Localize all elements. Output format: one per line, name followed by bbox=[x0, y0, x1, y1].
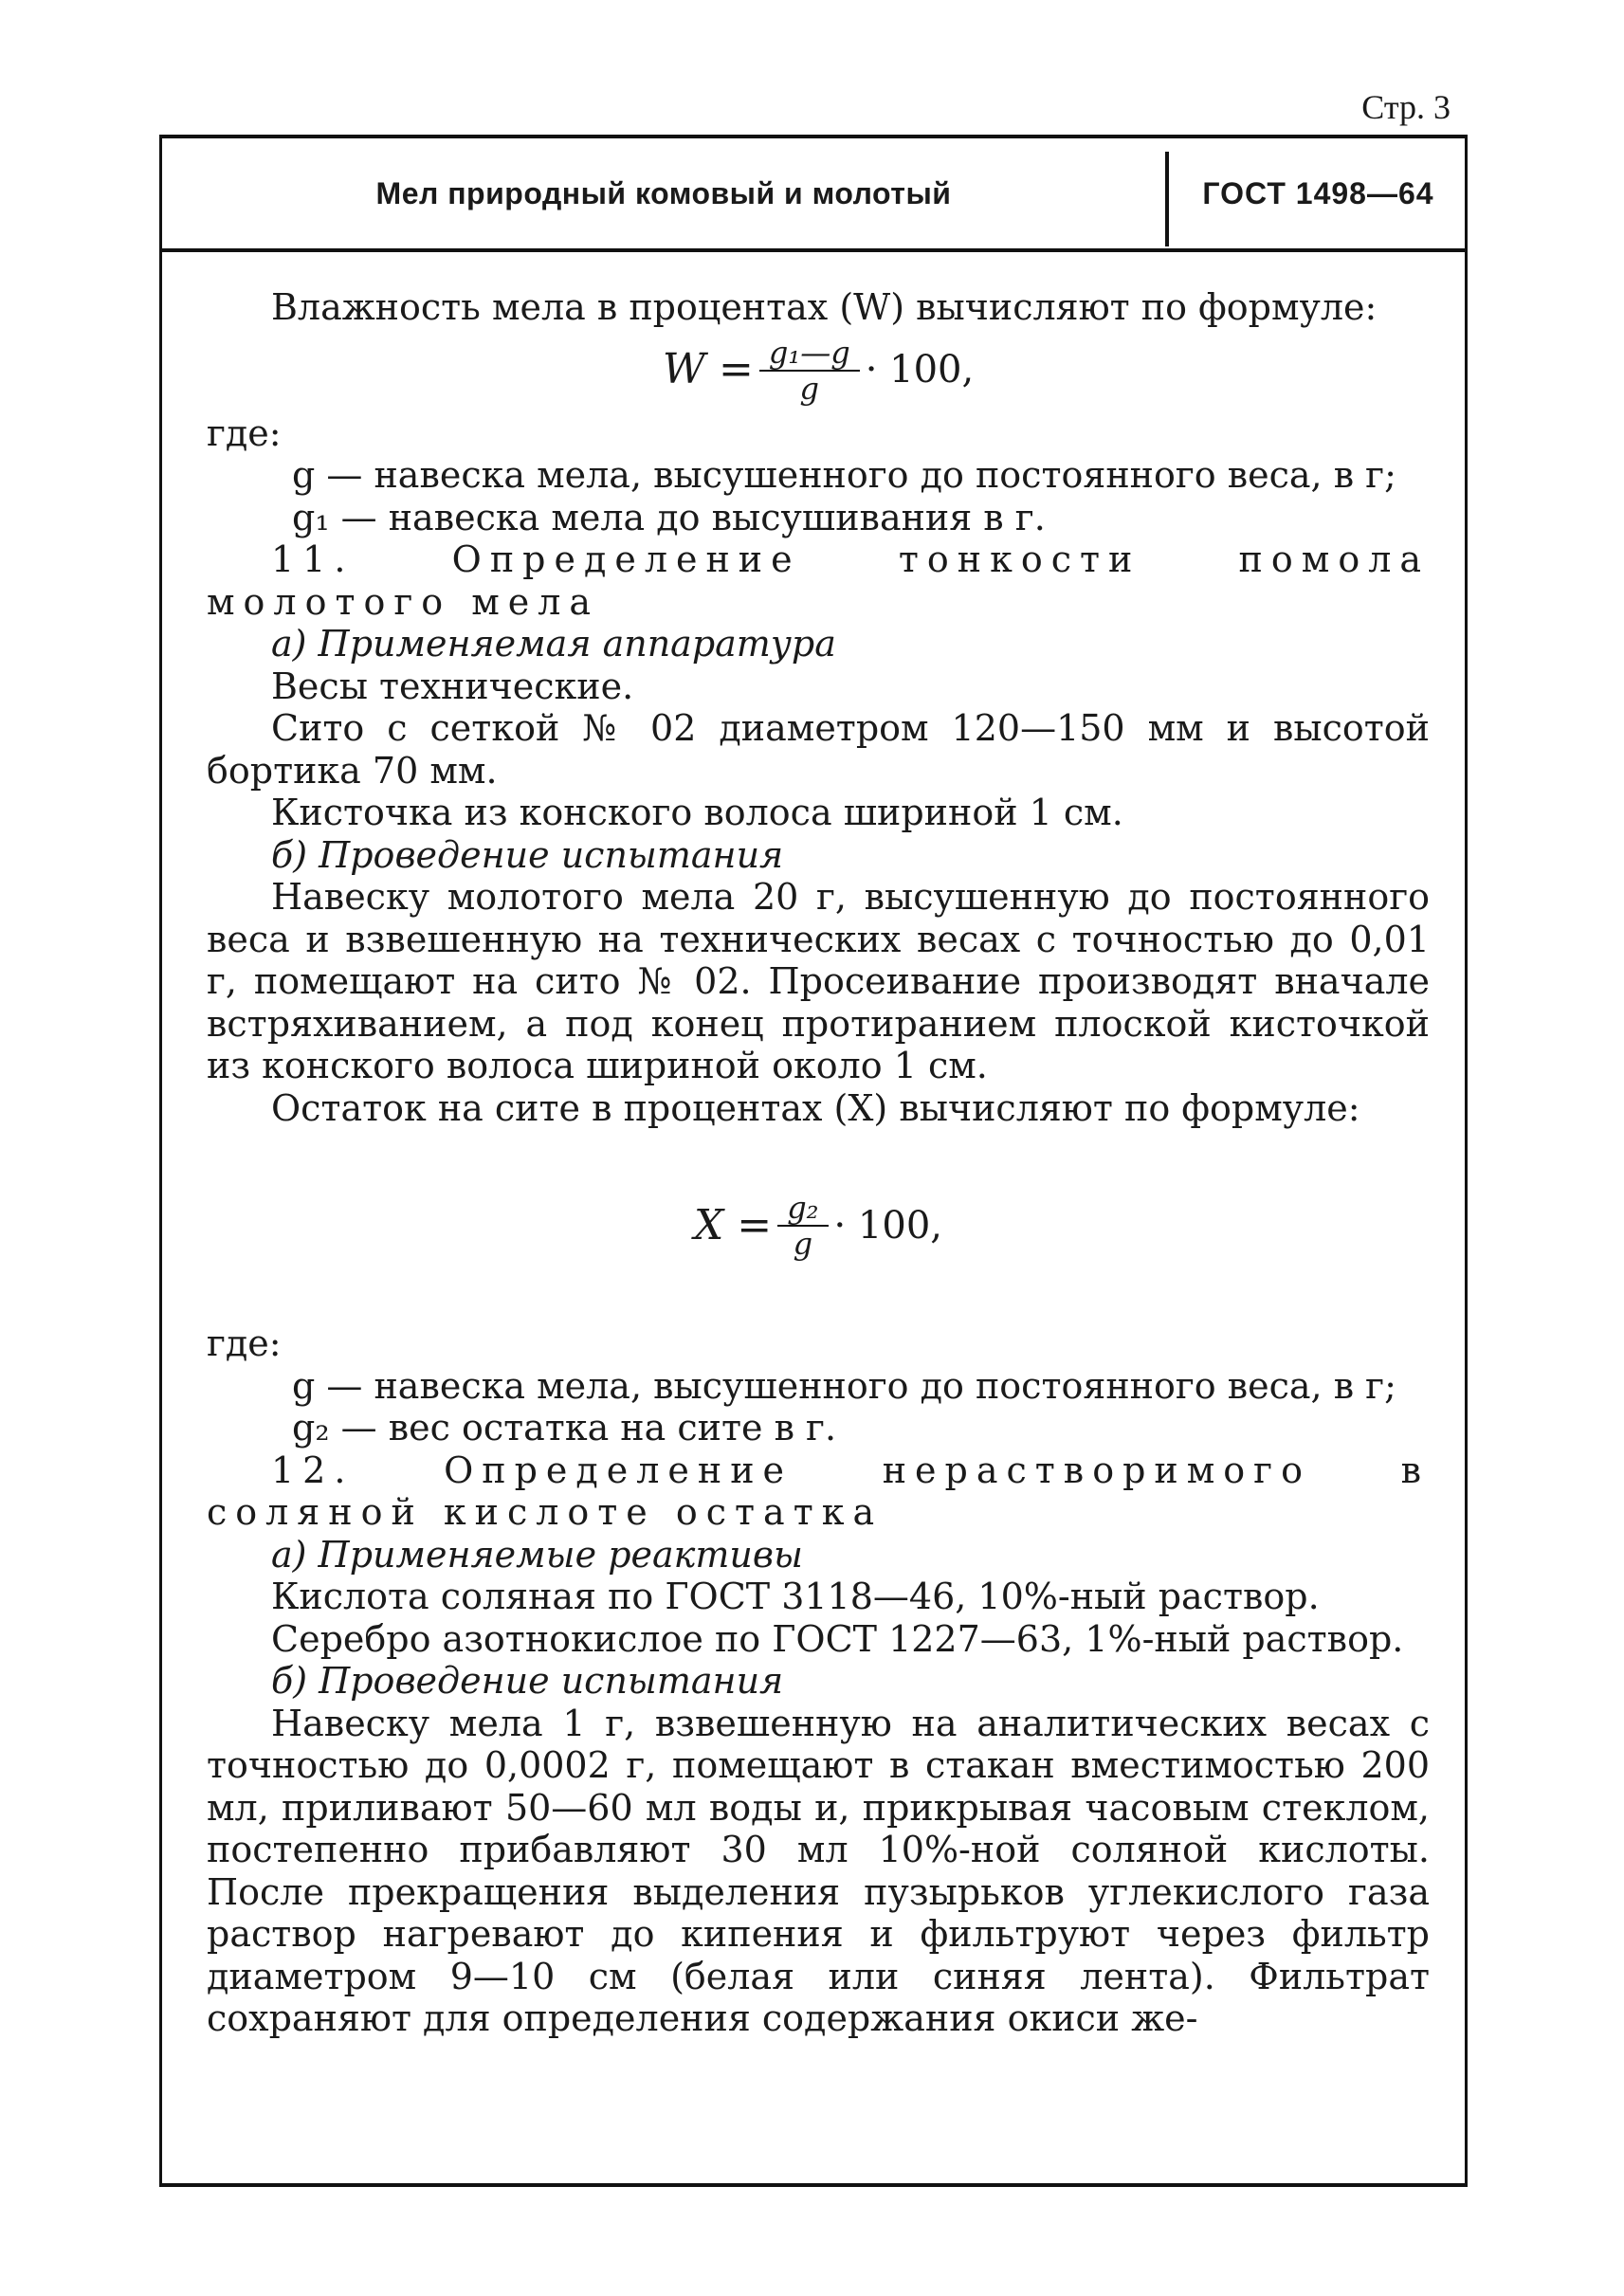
section-11-title: 11. Определение тонкости помола молотого мела bbox=[207, 538, 1430, 623]
definition-g1: g₁ — навеска мела до высушивания в г. bbox=[292, 496, 1046, 538]
moisture-formula bbox=[207, 331, 1430, 410]
definition-g-2: g — навеска мела, высушенного до постоянного веса, в г; bbox=[292, 1364, 1396, 1407]
document-body bbox=[207, 286, 1430, 2040]
document-header bbox=[162, 138, 1465, 252]
formula-w-fraction bbox=[759, 336, 860, 406]
section-12-reagents-heading: а) Применяемые реактивы bbox=[271, 1533, 803, 1576]
formula-w-numerator: g₁—g bbox=[759, 336, 860, 372]
apparatus-sieve: Сито с сеткой № 02 диаметром 120—150 мм и высотой бортика 70 мм. bbox=[207, 707, 1430, 792]
residue-formula bbox=[207, 1131, 1430, 1321]
page-number: Стр. 3 bbox=[1361, 88, 1451, 126]
formula-x-fraction bbox=[777, 1191, 828, 1261]
reagent-acid: Кислота соляная по ГОСТ 3118—46, 10%-ный раствор. bbox=[271, 1576, 1320, 1617]
document-title: Мел природный комовый и молотый bbox=[375, 175, 952, 210]
definition-g2: g₂ — вес остатка на сите в г. bbox=[292, 1407, 837, 1449]
apparatus-scales: Весы технические. bbox=[271, 665, 634, 707]
moisture-intro: Влажность мела в процентах (W) вычисляют по формуле: bbox=[271, 286, 1378, 328]
residue-intro: Остаток на сите в процентах (X) вычисляют по формуле: bbox=[271, 1086, 1360, 1129]
formula-w-denominator: g bbox=[799, 370, 820, 407]
formula-x-lhs: X = bbox=[694, 1200, 773, 1249]
section-11-procedure-heading: б) Проведение испытания bbox=[271, 833, 784, 876]
where-label: где: bbox=[207, 411, 282, 454]
formula-x-rhs: · 100, bbox=[833, 1203, 942, 1248]
section-12-procedure-heading: б) Проведение испытания bbox=[271, 1660, 784, 1702]
apparatus-brush: Кисточка из конского волоса шириной 1 см. bbox=[271, 792, 1123, 833]
where-label-2: где: bbox=[207, 1322, 282, 1364]
definition-g: g — навеска мела, высушенного до постоянного веса, в г; bbox=[292, 454, 1396, 496]
page-frame bbox=[159, 135, 1468, 2187]
formula-w-lhs: W = bbox=[662, 345, 754, 394]
section-12-procedure: Навеску мела 1 г, взвешенную на аналитических весах с точностью до 0,0002 г, помещают в стакан вместимостью 200 мл, приливают 50—60 мл воды и, прикрывая часовым стеклом, постепенно прибавляют 30 мл 10%-ной соляной кислоты. После прекращения выделения пузырьков углекислого газа раствор нагревают до кипения и фильтруют через фильтр диаметром 9—10 см (белая или синяя лента). Фильтрат сохраняют для определения содержания окиси же- bbox=[207, 1702, 1430, 2039]
section-12-title: 12. Определение нерастворимого в соляной кислоте остатка bbox=[207, 1449, 1430, 1533]
section-11-apparatus-heading: а) Применяемая аппаратура bbox=[271, 623, 836, 665]
section-11-procedure: Навеску молотого мела 20 г, высушенную до постоянного веса и взвешенную на технических весах с точностью до 0,01 г, помещают на сито № 02. Просеивание производят вначале встряхиванием, а под конец протиранием плоской кисточкой из конского волоса шириной около 1 см. bbox=[207, 876, 1430, 1086]
reagent-silver: Серебро азотнокислое по ГОСТ 1227—63, 1%-ный раствор. bbox=[271, 1617, 1404, 1660]
formula-x-denominator: g bbox=[793, 1226, 813, 1262]
formula-x-numerator: g₂ bbox=[777, 1191, 828, 1227]
standard-code: ГОСТ 1498—64 bbox=[1202, 175, 1434, 210]
formula-w-rhs: · 100, bbox=[865, 348, 975, 392]
